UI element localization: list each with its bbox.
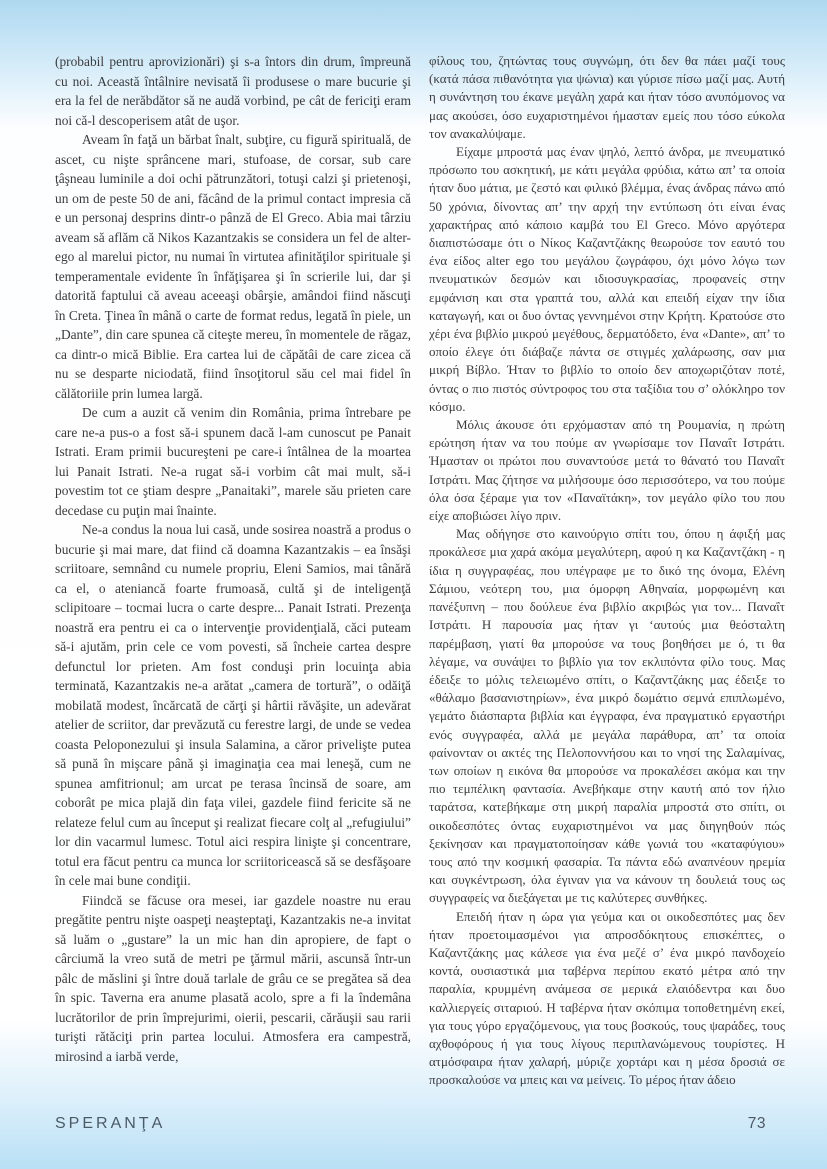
page-number: 73: [747, 1115, 766, 1132]
paragraph: De cum a auzit că venim din România, prima întrebare pe care ne-a pus-o a fost să-i spunem dacă l-am cunoscut pe Panait Istrati. Eram primii bucureşteni pe care-i întâlnea de la moartea lui Panait Istrati. Ne-a rugat să-i vorbim cât mai mult, să-i povestim tot ce ştiam despre „Panaitaki”, marele său prieten care decedase cu puţin mai înainte.: [55, 405, 411, 518]
journal-title: SPERANŢA: [55, 1115, 166, 1132]
paragraph: Είχαμε μπροστά μας έναν ψηλό, λεπτό άνδρα, με πνευματικό πρόσωπο του ασκητική, με κάτι μεγάλα φρύδια, κάτω απ’ τα οποία ήταν δυο μάτια, με ζεστό και φιλικό βλέμμα, ένας άνδρας πάνω από 50 χρόνια, δίνοντας απ’ την αρχή την εντύπωση ότι είναι ένας χαρακτήρας από κάποιο καμβά του El Greco. Μόνο αργότερα διαπιστώσαμε ότι ο Νίκος Καζαντζάκης θεωρούσε τον εαυτό του ένα είδος alter ego του μεγάλου ζωγράφου, όχι μόνο λόγω των πνευματικών δεσμών και ιδιοσυγκρασίας, προφανείς στην εμφάνιση και στα γραπτά του, αλλά και επειδή είχαν την ίδια καταγωγή, και οι δυο όντας γεννημένοι στην Κρήτη. Κρατούσε στο χέρι ένα βιβλίο μικρού μεγέθους, δερματόδετο, ένα «Dante», απ’ το οποίο έλεγε ότι διάβαζε πάντα σε στιγμές χαλάρωσης, σαν μια μικρή Βίβλο. Ήταν το βιβλίο το οποίο δεν αποχωριζόταν ποτέ, όντας ο πιο πιστός σύντροφος του στα ταξίδια του σ’ ολόκληρο τον κόσμο.: [429, 144, 785, 414]
page-footer: [55, 1115, 766, 1133]
paragraph: (probabil pentru aprovizionări) şi s-a întors din drum, împreună cu noi. Această întâlnire nevisată îi produsese o mare bucurie şi era la fel de nerăbdător să ne audă vorbind, pe cât de fericiţi eram noi că-l descoperisem atât de uşor.: [55, 54, 411, 128]
paragraph: Μόλις άκουσε ότι ερχόμασταν από τη Ρουμανία, η πρώτη ερώτηση ήταν να του πούμε αν γνωρίσαμε τον Παναΐτ Ιστράτι. Ήμασταν οι πρώτοι που συναντούσε μετά το θάνατό του Παναΐτ Ιστράτι. Μας ζήτησε να μιλήσουμε όσο περισσότερο, να του πούμε όλα όσα ξέραμε για τον «Παναϊτάκη», τον μεγάλο φίλο του που είχε αποβιώσει λίγο πριν.: [429, 417, 785, 524]
left-column-romanian-text: [55, 52, 411, 1110]
paragraph: Μας οδήγησε στο καινούργιο σπίτι του, όπου η άφιξή μας προκάλεσε μια χαρά ακόμα μεγαλύτερη, αφού η κα Καζαντζάκη - η ίδια η συγγραφέας, που υπέγραφε με το δικό της όνομα, Ελένη Σάμιου, νεότερη του, μια όμορφη Αθηναία, μορφωμένη και πανέξυπνη – που δούλευε ένα βιβλίο ακριβώς για τον... Παναΐτ Ιστράτι. Η παρουσία μας ήταν γι ‘αυτούς μια θεόσταλτη παρέμβαση, γιατί θα μπορούσε να τους βοηθήσει με ό, τι θα λέγαμε, να συνάψει το βιβλίο για τον εκλιπόντα φίλο τους. Μας έδειξε το μόλις τελειωμένο σπίτι, ο Καζαντζάκης μας έδειξε το «θάλαμο βασανιστηρίων», ένα μικρό δωμάτιο σεμνά επιπλωμένο, γεμάτο διάσπαρτα βιβλία και έγγραφα, ένα πραγματικό εργαστήρι ενός συγγραφέα, αλλά με μεγάλα παράθυρα, απ’ τα οποία φαίνονταν οι ακτές της Πελοποννήσου και το νησί της Σαλαμίνας, των οποίων η εικόνα θα μπορούσε να προκαλέσει ακόμα και την πιο τεμπέλικη φαντασία. Ανεβήκαμε στην καυτή από τον ήλιο ταράτσα, κατεβήκαμε στη μικρή παραλία μπροστά στο σπίτι, οι οικοδεσπότες όντας ευχαριστημένοι να μας διηγηθούν πώς ξεκίνησαν και πραγματοποίησαν κάθε γωνιά του «καταφύγιου» τους από την κοσμική φασαρία. Τα πάντα εδώ αναπνέουν ηρεμία και συγκέντρωση, όλα έγιναν για να κάνουν τη δουλειά τους ως συγγραφείς να διεξάγεται με τις καλύτερες συνθήκες.: [429, 526, 785, 906]
paragraph: φίλους του, ζητώντας τους συγνώμη, ότι δεν θα πάει μαζί τους (κατά πάσα πιθανότητα για ψώνια) και γύρισε πίσω μαζί μας. Αυτή η συνάντηση του έκανε μεγάλη χαρά και ήταν τόσο ανυπόμονος να μας ακούσει, όσο ευχαριστημένοι ήμασταν εμείς που τόσο εύκολα τον ανακαλύψαμε.: [429, 53, 785, 141]
paragraph: Επειδή ήταν η ώρα για γεύμα και οι οικοδεσπότες μας δεν ήταν προετοιμασμένοι για απροσδόκητους επισκέπτες, ο Καζαντζάκης μας κάλεσε για ένα μεζέ σ’ ένα μικρό πανδοχείο κοντά, ουσιαστικά μια ταβέρνα περίπου εκατό μέτρα από την παραλία, κρυμμένη ανάμεσα σε μερικά ελαιόδεντρα και δυο καλλιεργείς σιταριού. Η ταβέρνα ήταν σκόπιμα τοποθετημένη εκεί, για τους γύρο εργαζόμενους, για τους βοσκούς, τους ψαράδες, τους αχθοφόρους ή για τους λίγους περιπλανώμενους τουρίστες. Η ατμόσφαιρα ήταν χαλαρή, μύριζε χορτάρι και η μέσα δροσιά σε προσκαλούσε να μπεις και να μείνεις. Το μέρος ήταν άδειο: [429, 908, 785, 1088]
paragraph: Aveam în faţă un bărbat înalt, subţire, cu figură spirituală, de ascet, cu nişte sprâncene mari, stufoase, de corsar, sub care ţâşneau luminile a doi ochi pătrunzători, totuşi calzi şi prietenoşi, un om de peste 50 de ani, făcând de la primul contact impresia că e un personaj desprins dintr-o pânză de El Greco. Abia mai târziu aveam să aflăm că Nikos Kazantzakis se considera un fel de alter-ego al marelui pictor, nu numai în virtutea afinităţilor spirituale şi temperamentale evidente în înfăţişarea şi în scrierile lui, dar şi datorită faptului că aveau aceeaşi obârşie, amândoi fiind născuţi în Creta. Ţinea în mână o carte de format redus, legată în piele, un „Dante”, din care spunea că citeşte mereu, în momentele de răgaz, ca dintr-o mică Biblie. Era cartea lui de căpătâi de care zicea că nu se desparte niciodată, fiind însoţitorul său cel mai fidel în călătoriile prin lumea largă.: [55, 132, 411, 401]
paragraph: Ne-a condus la noua lui casă, unde sosirea noastră a produs o bucurie şi mai mare, dat fiind că doamna Kazantzakis – ea însăşi scriitoare, semnând cu numele propriu, Eleni Samios, mai tânără ca el, o ateniancă foarte frumoasă, cultă şi de inteligenţă sclipitoare – tocmai lucra o carte despre... Panait Istrati. Prezenţa noastră era pentru ei ca o intervenţie providenţială, căci puteam să-i ajutăm, prin cele ce vom povesti, să încheie cartea despre defunctul lor prieten. Am fost conduşi prin locuinţa abia terminată, Kazantzakis ne-a arătat „camera de tortură”, o odăiţă mobilată modest, încărcată de cărţi şi hârtii răvăşite, un adevărat atelier de scriitor, dar prevăzută cu ferestre largi, de unde se vedea coasta Peloponezului şi insula Salamina, a căror privelişte putea să pună în mişcare până şi imaginaţia cea mai leneşă, cum ne spunea amfitrionul; am urcat pe terasa încinsă de soare, am coborât pe mica plajă din faţa vilei, gazdele fiind fericite să ne relateze felul cum au început şi realizat fiecare colţ al „refugiului” lor din vacarmul lumesc. Totul aici respira linişte şi concentrare, totul era făcut pentru ca munca lor scriitoricească să se desfăşoare în cele mai bune condiţii.: [55, 522, 411, 888]
paragraph: Fiindcă se făcuse ora mesei, iar gazdele noastre nu erau pregătite pentru nişte oaspeţi neaşteptaţi, Kazantzakis ne-a invitat să luăm o „gustare” la un mic han din apropiere, de fapt o cârciumă la vreo sută de metri pe ţărmul mării, ascunsă într-un pâlc de măslini şi între două tarlale de grâu ce se pregătea să dea în spic. Taverna era anume plasată acolo, spre a fi la îndemâna lucrătorilor de prin împrejurimi, oierii, pescarii, cărăuşii sau rarii turişti rătăciţi prin partea locului. Atmosfera era campestră, mirosind a iarbă verde,: [55, 892, 411, 1064]
right-column-greek-text: [429, 52, 785, 1110]
